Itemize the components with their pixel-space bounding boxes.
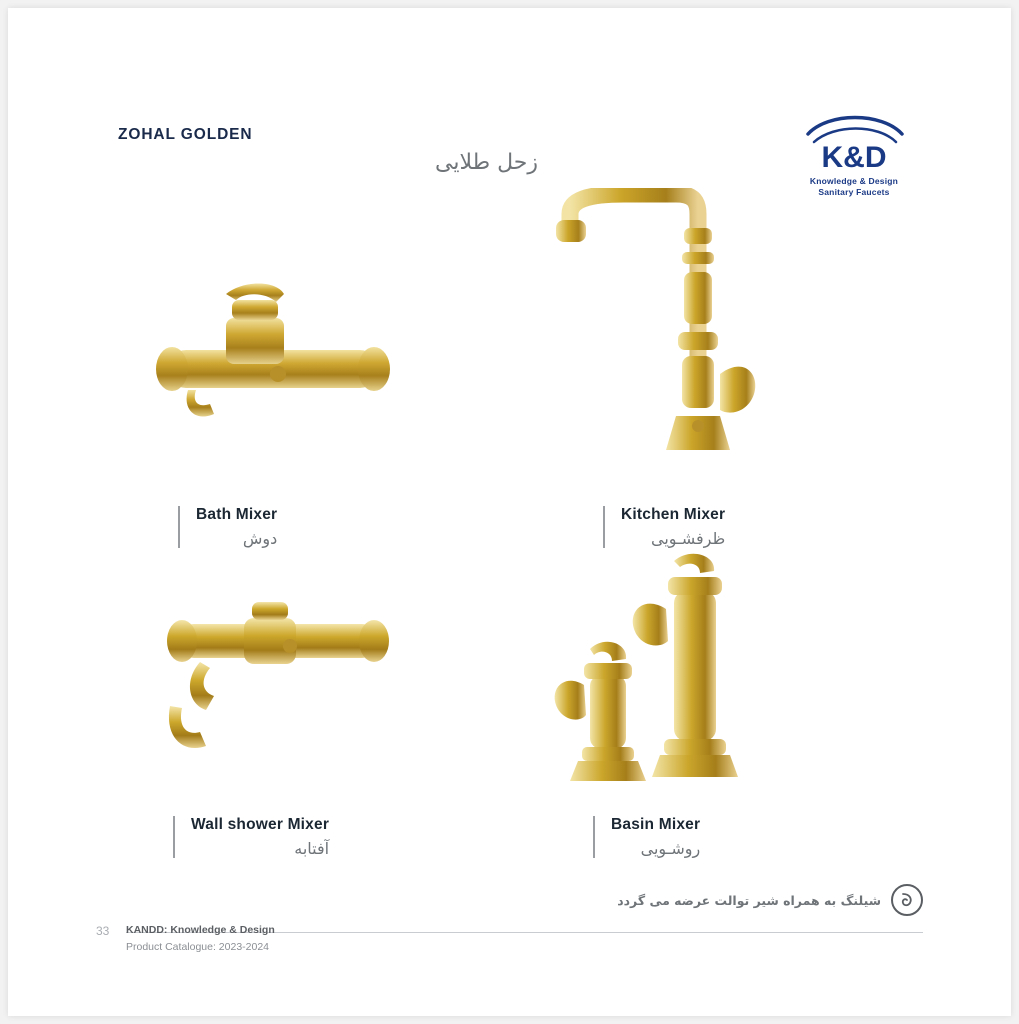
page-title-en: ZOHAL GOLDEN	[118, 126, 253, 143]
product-name-en: Basin Mixer	[611, 816, 701, 833]
kitchen-mixer-faucet-image	[548, 188, 798, 488]
bath-mixer-faucet-image	[148, 278, 408, 478]
footer-catalogue-line: Product Catalogue: 2023-2024	[126, 941, 270, 953]
footer-note-text: شیلنگ به همراه شیر توالت عرضه می گردد	[617, 892, 881, 908]
product-name-en: Bath Mixer	[196, 506, 278, 523]
footer-brand-info	[126, 924, 275, 953]
caption-bath-mixer	[178, 506, 277, 548]
product-name-fa: آفتابه	[294, 839, 330, 858]
logo-mark-icon	[794, 104, 914, 176]
page-sheet	[8, 8, 1011, 1016]
hose-coil-icon	[891, 884, 923, 916]
footer-note	[617, 884, 923, 916]
page-number: 33	[96, 924, 110, 938]
logo-subtitle-2: Sanitary Faucets	[818, 187, 890, 197]
product-name-fa: ظرفشـویی	[651, 529, 726, 548]
product-bath-mixer	[148, 278, 568, 568]
footer-brand-line: KANDD: Knowledge & Design	[126, 924, 275, 936]
caption-basin-mixer	[593, 816, 700, 858]
product-wall-shower-mixer	[148, 588, 568, 878]
caption-wall-shower-mixer	[173, 816, 329, 858]
page-title	[118, 126, 538, 175]
page-title-fa: زحل طلایی	[435, 150, 538, 175]
logo-subtitle-1: Knowledge & Design	[809, 176, 899, 186]
product-kitchen-mixer	[548, 188, 968, 568]
wall-shower-mixer-faucet-image	[148, 588, 408, 788]
product-name-fa: روشـویی	[640, 839, 701, 858]
product-name-fa: دوش	[242, 529, 278, 548]
product-name-en: Wall shower Mixer	[191, 816, 330, 833]
caption-kitchen-mixer	[603, 506, 725, 548]
product-basin-mixer	[548, 553, 968, 878]
basin-mixer-faucet-image	[548, 553, 788, 803]
svg-text:K&D: K&D	[821, 141, 887, 174]
product-name-en: Kitchen Mixer	[621, 506, 726, 523]
